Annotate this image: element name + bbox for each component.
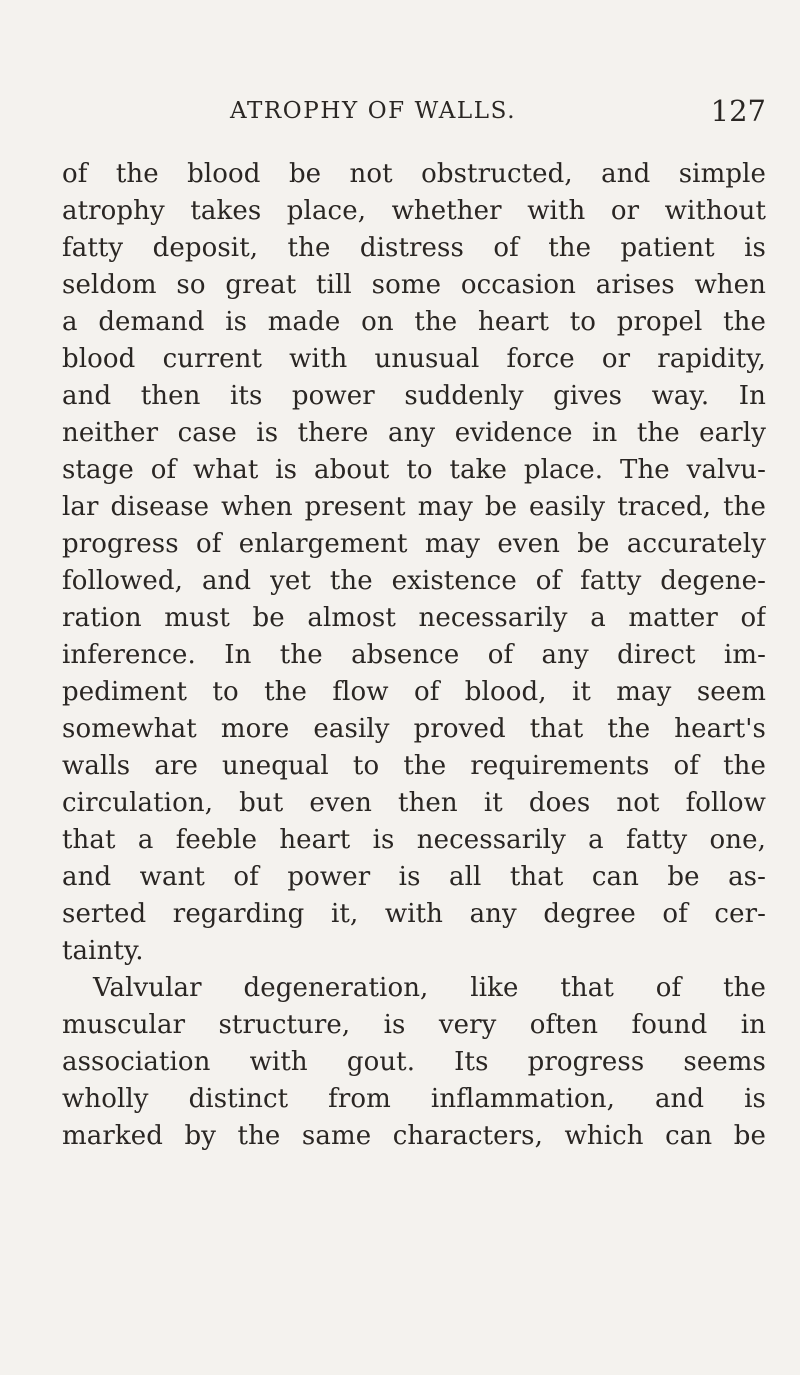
text-line: followed, and yet the existence of fatty degene- — [62, 566, 766, 596]
text-line: neither case is there any evidence in the early — [62, 418, 766, 448]
text-line: that a feeble heart is necessarily a fatty one, — [62, 825, 766, 855]
paragraph-first-line: Valvular degeneration, like that of the — [93, 973, 766, 1003]
text-line: lar disease when present may be easily traced, the — [62, 492, 766, 522]
text-line: wholly distinct from inflammation, and is — [62, 1084, 766, 1114]
text-line: circulation, but even then it does not follow — [62, 788, 766, 818]
text-line: stage of what is about to take place. The valvu- — [62, 455, 766, 485]
text-line: walls are unequal to the requirements of the — [62, 751, 766, 781]
text-line: pediment to the flow of blood, it may seem — [62, 677, 766, 707]
text-line: somewhat more easily proved that the heart's — [62, 714, 766, 744]
running-head — [62, 86, 766, 136]
text-line: marked by the same characters, which can be — [62, 1121, 766, 1151]
text-line: of the blood be not obstructed, and simple — [62, 159, 766, 189]
text-line: muscular structure, is very often found in — [62, 1010, 766, 1040]
text-line: progress of enlargement may even be accurately — [62, 529, 766, 559]
text-line: fatty deposit, the distress of the patient is — [62, 233, 766, 263]
text-line: serted regarding it, with any degree of cer- — [62, 899, 766, 929]
paragraph-last-line: tainty. — [62, 936, 144, 966]
page-number: 127 — [710, 94, 766, 128]
text-line: and want of power is all that can be as- — [62, 862, 766, 892]
text-line: a demand is made on the heart to propel the — [62, 307, 766, 337]
text-line: atrophy takes place, whether with or without — [62, 196, 766, 226]
text-line: and then its power suddenly gives way. In — [62, 381, 766, 411]
text-line: ration must be almost necessarily a matter of — [62, 603, 766, 633]
text-line: association with gout. Its progress seems — [62, 1047, 766, 1077]
text-line: seldom so great till some occasion arises when — [62, 270, 766, 300]
running-title: ATROPHY OF WALLS. — [230, 98, 517, 124]
text-line: blood current with unusual force or rapidity, — [62, 344, 766, 374]
body-text — [62, 156, 766, 1155]
text-line: inference. In the absence of any direct im- — [62, 640, 766, 670]
